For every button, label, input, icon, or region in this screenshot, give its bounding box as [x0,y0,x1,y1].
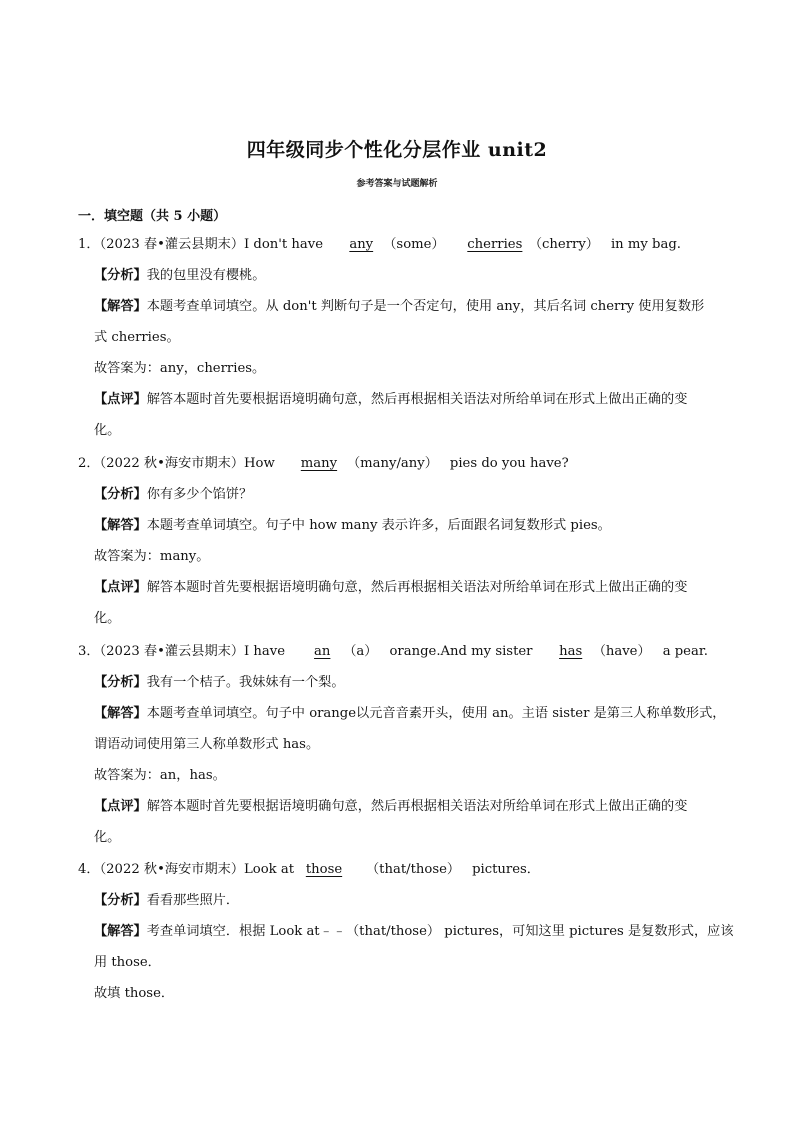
hint-text: （many/any） [346,456,438,471]
analysis-4 [94,892,724,910]
analysis-1 [94,267,724,285]
answer-blank: any [349,237,374,252]
question-text: Look at [244,862,294,877]
answer-tag: 【解答】 [94,924,147,939]
analysis-tag: 【分析】 [94,675,147,690]
analysis-2 [94,486,724,504]
answer-1-cont: 式 cherries。 [94,330,180,345]
answer-text: 本题考查单词填空。句子中 how many 表示许多，后面跟名词复数形式 pies。 [146,518,611,533]
answer-blank: many [300,456,338,471]
comment-tag: 【点评】 [94,392,147,407]
answer-3 [94,705,724,723]
question-text: How [244,456,275,471]
question-text: pies do you have? [449,456,569,471]
comment-text: 解答本题时首先要根据语境明确句意，然后再根据相关语法对所给单词在形式上做出正确的变 [146,580,688,595]
answer-text: 本题考查单词填空。从 don't 判断句子是一个否定句，使用 any，其后名词 cherry 使用复数形 [146,299,705,314]
comment-2 [94,579,724,597]
answer-4-cont: 用 those． [94,955,161,970]
final-answer-2: 故答案为：many。 [94,549,210,564]
final-answer-1: 故答案为：any，cherries。 [94,361,266,376]
question-source: （2023 春•灌云县期末） [99,644,245,659]
question-number: 1． [78,237,100,252]
question-source: （2022 秋•海安市期末） [99,862,245,877]
final-answer-4: 故填 those． [94,986,175,1001]
hint-text: （cherry） [528,237,599,252]
answer-text: 考查单词填空．根据 Look at﹣﹣（that/those） pictures，可知这里 pictures 是复数形式，应该 [146,924,734,939]
hint-text: （some） [383,237,445,252]
answer-tag: 【解答】 [94,706,147,721]
analysis-text: 你有多少个馅饼？ [146,487,253,502]
question-text: I don't have [244,237,324,252]
question-number: 4． [78,862,100,877]
analysis-text: 我有一个桔子。我妹妹有一个梨。 [146,675,345,690]
final-answer-3: 故答案为：an，has。 [94,768,226,783]
answer-text: 本题考查单词填空。句子中 orange以元音音素开头，使用 an。主语 sister 是第三人称单数形式， [146,706,726,721]
answer-blank: an [314,644,331,659]
question-1 [78,236,728,254]
comment-tag: 【点评】 [94,799,147,814]
question-text: pictures． [472,862,540,877]
question-number: 3． [78,644,100,659]
question-4 [78,861,728,879]
hint-text: （that/those） [366,862,461,877]
answer-1 [94,298,724,316]
question-text: a pear. [662,644,708,659]
analysis-tag: 【分析】 [94,893,147,908]
analysis-3 [94,674,724,692]
hint-text: （a） [343,644,378,659]
question-text: orange.And my sister [389,644,533,659]
comment-text: 解答本题时首先要根据语境明确句意，然后再根据相关语法对所给单词在形式上做出正确的变 [146,392,688,407]
answer-blank: cherries [467,237,523,252]
answer-tag: 【解答】 [94,299,147,314]
answer-2 [94,517,724,535]
question-text: I have [244,644,286,659]
page-title: 四年级同步个性化分层作业 unit2 [246,139,548,161]
question-number: 2． [78,456,100,471]
comment-3-cont: 化。 [94,830,121,845]
answer-blank: has [559,644,583,659]
answer-3-cont: 谓语动词使用第三人称单数形式 has。 [94,737,320,752]
comment-1 [94,391,724,409]
analysis-tag: 【分析】 [94,268,147,283]
comment-1-cont: 化。 [94,423,121,438]
answer-blank: those [305,862,343,877]
comment-text: 解答本题时首先要根据语境明确句意，然后再根据相关语法对所给单词在形式上做出正确的变 [146,799,688,814]
question-text: in my bag. [610,237,681,252]
answer-tag: 【解答】 [94,518,147,533]
answer-4 [94,923,734,941]
analysis-text: 我的包里没有樱桃。 [146,268,266,283]
comment-3 [94,798,724,816]
analysis-text: 看看那些照片． [146,893,240,908]
question-source: （2022 秋•海安市期末） [99,456,245,471]
question-3 [78,643,728,661]
question-source: （2023 春•灌云县期末） [99,237,245,252]
page-subtitle: 参考答案与试题解析 [356,179,438,189]
analysis-tag: 【分析】 [94,487,147,502]
comment-tag: 【点评】 [94,580,147,595]
hint-text: （have） [592,644,651,659]
question-2 [78,455,728,473]
comment-2-cont: 化。 [94,611,121,626]
section-heading: 一．填空题（共 5 小题） [78,209,227,224]
